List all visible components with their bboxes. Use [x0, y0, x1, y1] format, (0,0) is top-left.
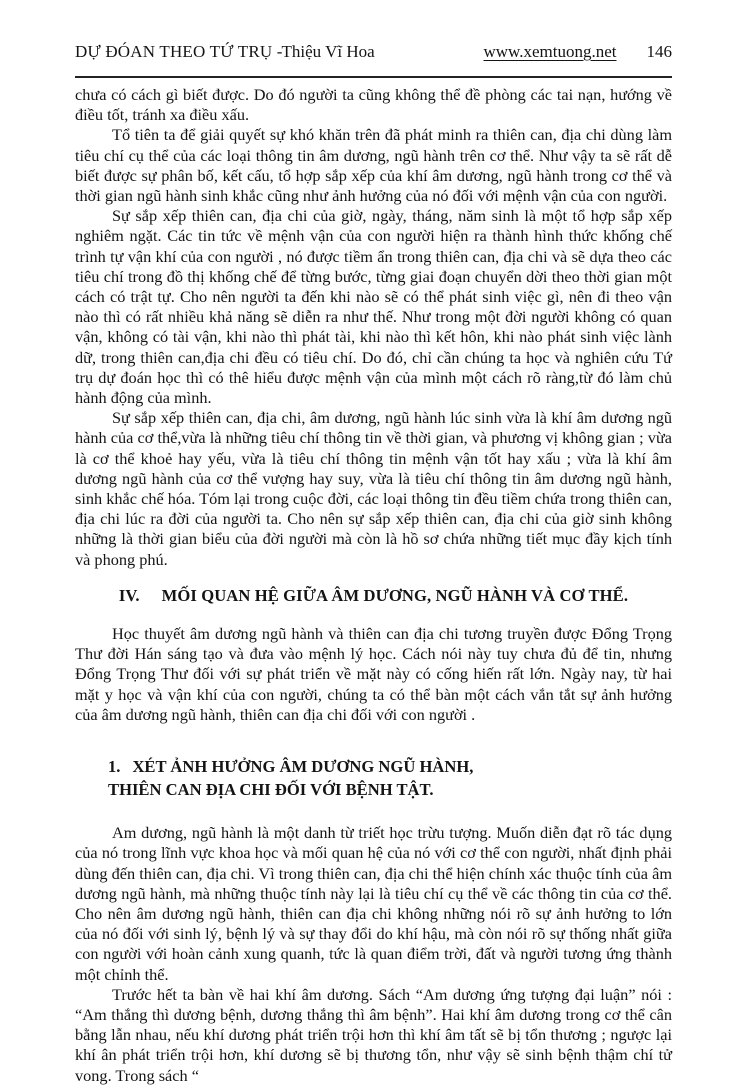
website-link[interactable]: www.xemtuong.net	[483, 42, 617, 61]
author-name: Thiệu Vĩ Hoa	[281, 42, 375, 61]
subsection-heading	[75, 756, 672, 801]
paragraph: Am dương, ngũ hành là một danh từ triết học trừu tượng. Muốn diễn đạt rõ tác dụng của nó trong lĩnh vực khoa học và mối quan hệ của nó với cơ thể con người, nhất định phải dùng đến thiên can, địa chi. Vì trong thiên can, địa chi thể hiện chính xác thuộc tính của âm dương ngũ hành, mà những thuộc tính này lại là tiêu chí cụ thể về các thông tin của cơ thể. Cho nên âm dương ngũ hành, thiên can địa chi không những nói rõ sự ảnh hưởng to lớn của nó đối với sinh lý, bệnh lý và sự thay đổi do khí hậu, mà còn nói rõ sự thống nhất giữa con người với hoàn cảnh xung quanh, tức là quan điểm trời, đất và người tương ứng thành một chỉnh thể.	[75, 823, 672, 984]
header-right-group	[484, 42, 673, 62]
paragraph: Tổ tiên ta để giải quyết sự khó khăn trên đã phát minh ra thiên can, địa chi dùng làm tiêu chí cụ thể của các loại thông tin âm dương, ngũ hành trên cơ thể. Như vậy ta sẽ rất dễ biết được sự phân bố, kết cấu, tổ hợp sắp xếp của khí âm dương, ngũ hành trong cơ thể và thời gian ngũ hành sinh khắc cũng như ảnh hưởng của nó đối với mệnh vận của con người.	[75, 125, 672, 206]
subsection-heading-line1	[108, 756, 672, 779]
page-body	[75, 85, 672, 1086]
subsection-number: 1.	[108, 757, 121, 777]
section-number: IV.	[118, 585, 140, 605]
subsection-title-line2: THIÊN CAN ĐỊA CHI ĐỐI VỚI BỆNH TẬT.	[108, 779, 434, 799]
running-header	[75, 42, 672, 62]
section-title: MỐI QUAN HỆ GIỮA ÂM DƯƠNG, NGŨ HÀNH VÀ CƠ THỂ.	[161, 585, 629, 605]
page-number: 146	[646, 42, 672, 61]
paragraph: Học thuyết âm dương ngũ hành và thiên can địa chi tương truyền được Đổng Trọng Thư đời Hán sáng tạo và đưa vào mệnh lý học. Cách nói này tuy chưa đủ để tin, nhưng Đổng Trọng Thư đối với sự phát triển về mặt này có cống hiến rất lớn. Ngày nay, từ hai mặt y học và vận khí của con người, chúng ta có thể bàn một cách vắn tắt sự ảnh hưởng của âm dương ngũ hành, thiên can địa chi đối với con người .	[75, 624, 672, 724]
paragraph: Sự sắp xếp thiên can, địa chi, âm dương, ngũ hành lúc sinh vừa là khí âm dương ngũ hành của cơ thể,vừa là những tiêu chí thông tin về thời gian, và phương vị không gian ; vừa là cơ thể khoẻ hay yếu, vừa là tiêu chí thông tin mệnh vận tốt hay xấu ; vừa là khí âm dương ngũ hành của cơ thể vượng hay suy, vừa là tiêu chí thông tin âm dương ngũ hành, sinh khắc chế hóa. Tóm lại trong cuộc đời, các loại thông tin đều tiềm chứa trong thiên can, địa chi lúc ra đời của người ta. Cho nên sự sắp xếp thiên can, địa chi của giờ sinh không những là thời gian biểu của đời người mà còn là hồ sơ chứa những tiết mục đầy kịch tính và phong phú.	[75, 408, 672, 569]
paragraph: Trước hết ta bàn về hai khí âm dương. Sách “Am dương ứng tượng đại luận” nói : “Am thắng thì dương bệnh, dương thắng thì âm bệnh”. Hai khí âm dương trong cơ thể cân bằng lẫn nhau, nếu khí dương phát triển trội hơn thì khí âm tất sẽ bị tổn thương ; ngược lại khí ân phát triển trội hơn, khí dương sẽ bị thương tổn, như vậy sẽ sinh bệnh thậm chí tử vong. Trong sách “	[75, 984, 672, 1085]
paragraph-continuation: chưa có cách gì biết được. Do đó người ta cũng không thể đề phòng các tai nạn, hướng về điều tốt, tránh xa điều xấu.	[75, 85, 672, 125]
section-heading	[75, 586, 672, 606]
paragraph: Sự sắp xếp thiên can, địa chi của giờ, ngày, tháng, năm sinh là một tổ hợp sắp xếp nghiêm ngặt. Các tin tức về mệnh vận của con người hiện ra thành hình thức khống chế trình tự vận khí của con người , nó được tiềm ẩn trong thiên can, địa chi và sẽ dựa theo các tiêu chí trong đồ thị khống chế để từng bước, từng giai đoạn chuyển dời theo thời gian một cách có trật tự. Cho nên người ta đến khi nào sẽ có thể phát sinh việc gì, nên đi theo vận nào thì có rất nhiều khả năng sẽ diễn ra như thế. Như trong một đời người không có quan vận, không có tài vận, khi nào thì phát tài, khi nào thì kết hôn, khi nào phát sinh việc lành dữ, trong thiên can,địa chi đều có tiêu chí. Do đó, chỉ cần chúng ta học và nghiên cứu Tứ trụ dự đoán học thì có thê hiểu được mệnh vận của mình một cách rõ ràng,từ đó làm chủ hành động của mình.	[75, 206, 672, 408]
header-divider	[75, 76, 672, 78]
subsection-title-line1: XÉT ẢNH HƯỞNG ÂM DƯƠNG NGŨ HÀNH,	[132, 757, 474, 777]
book-title: DỰ ĐÓAN THEO TỨ TRỤ -	[75, 42, 283, 61]
